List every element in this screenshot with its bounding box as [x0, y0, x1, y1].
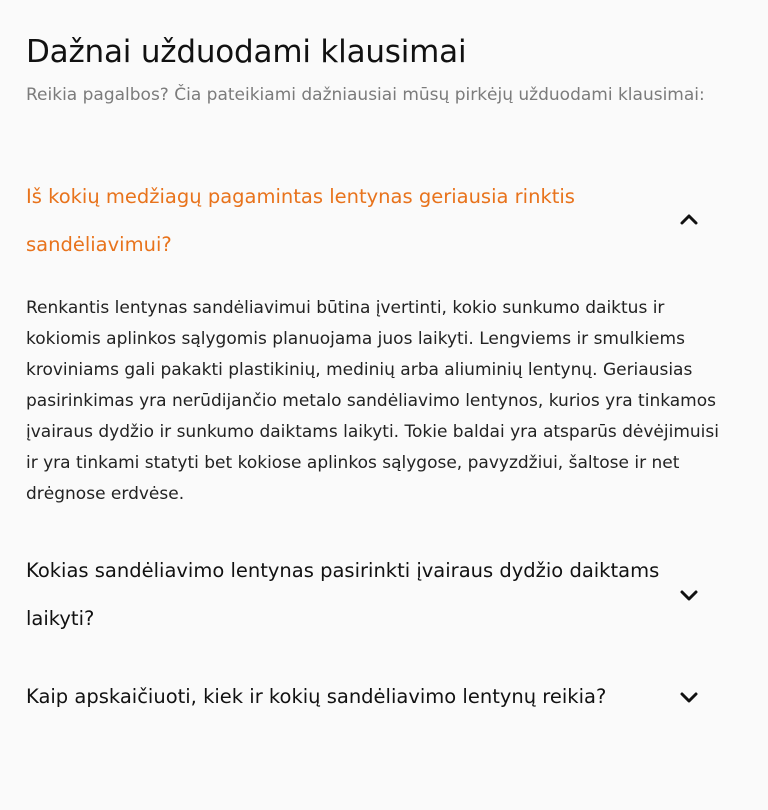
faq-question-button-sizes[interactable] [26, 547, 743, 643]
faq-item-materials [26, 173, 743, 510]
faq-question-button-materials[interactable] [26, 173, 743, 269]
faq-item-sizes [26, 547, 743, 643]
faq-question-text: Kaip apskaičiuoti, kiek ir kokių sandėliavimo lentynų reikia? [26, 685, 607, 708]
page-title: Dažnai užduodami klausimai [26, 34, 467, 70]
faq-question-button-calculate[interactable] [26, 673, 743, 721]
faq-answer-text: Renkantis lentynas sandėliavimui būtina įvertinti, kokio sunkumo daiktus ir kokiomis aplinkos sąlygomis planuojama juos laikyti. Lengviems ir smulkiems kroviniams gali pakakti plastikinių, medinių arba aliuminių lentynų. Geriausias pasirinkimas yra nerūdijančio metalo sandėliavimo lentynos, kurios yra tinkamos įvairaus dydžio ir sunkumo daiktams laikyti. Tokie baldai yra atsparūs dėvėjimuisi ir yra tinkami statyti bet kokiose aplinkos sąlygose, pavyzdžiui, šaltose ir net drėgnose erdvėse. [26, 298, 719, 504]
chevron-up-icon[interactable] [679, 210, 699, 230]
faq-item-calculate [26, 673, 743, 721]
chevron-down-icon[interactable] [679, 585, 699, 605]
faq-question-text: Kokias sandėliavimo lentynas pasirinkti įvairaus dydžio daiktams laikyti? [26, 559, 660, 630]
page-subtitle: Reikia pagalbos? Čia pateikiami dažniausiai mūsų pirkėjų užduodami klausimai: [26, 85, 705, 105]
chevron-down-icon[interactable] [679, 687, 699, 707]
faq-question-text: Iš kokių medžiagų pagamintas lentynas geriausia rinktis sandėliavimui? [26, 185, 575, 256]
